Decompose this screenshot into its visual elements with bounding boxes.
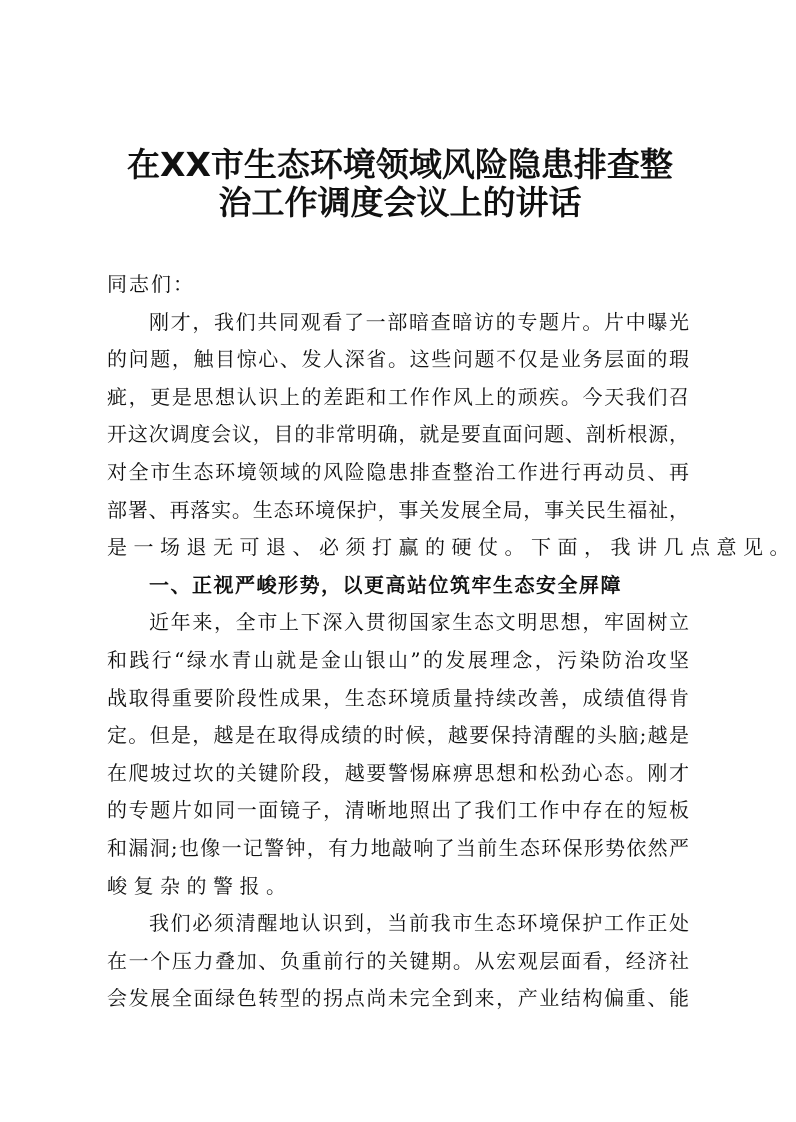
- paragraph-line: 刚才，我们共同观看了一部暗查暗访的专题片。片中曝光: [149, 309, 689, 334]
- paragraph-line: 和漏洞;也像一记警钟，有力地敲响了当前生态环保形势依然严: [107, 835, 689, 860]
- salutation: 同志们：: [107, 272, 195, 296]
- paragraph-line: 近年来，全市上下深入贯彻国家生态文明思想，牢固树立: [149, 610, 689, 635]
- paragraph-line: 会发展全面绿色转型的拐点尚未完全到来，产业结构偏重、能: [107, 986, 689, 1011]
- paragraph-line: 和践行“绿水青山就是金山银山”的发展理念，污染防治攻坚: [107, 647, 689, 672]
- paragraph-line: 的专题片如同一面镜子，清晰地照出了我们工作中存在的短板: [107, 798, 689, 823]
- section-heading: 一、正视严峻形势，以更高站位筑牢生态安全屏障: [149, 572, 622, 597]
- paragraph-line: 是一场退无可退、必须打赢的硬仗。下面，我讲几点意见。: [107, 535, 796, 560]
- paragraph-line: 战取得重要阶段性成果，生态环境质量持续改善，成绩值得肯: [107, 685, 689, 710]
- document-title: [100, 146, 700, 222]
- paragraph-line: 我们必须清醒地认识到，当前我市生态环境保护工作正处: [149, 911, 689, 936]
- document-body: [107, 266, 796, 1018]
- paragraph-line: 的问题，触目惊心、发人深省。这些问题不仅是业务层面的瑕: [107, 347, 689, 372]
- paragraph-line: 部署、再落实。生态环境保护，事关发展全局，事关民生福祉，: [107, 497, 689, 522]
- title-line: 治工作调度会议上的讲话: [218, 183, 582, 222]
- title-line: 在XX市生态环境领域风险隐患排查整: [127, 145, 673, 184]
- paragraph-line: 在一个压力叠加、负重前行的关键期。从宏观层面看，经济社: [107, 948, 689, 973]
- paragraph-line: 峻复杂的警报。: [107, 873, 293, 898]
- paragraph-line: 疵，更是思想认识上的差距和工作作风上的顽疾。今天我们召: [107, 384, 689, 409]
- paragraph-line: 在爬坡过坎的关键阶段，越要警惕麻痹思想和松劲心态。刚才: [107, 760, 689, 785]
- paragraph-line: 定。但是，越是在取得成绩的时候，越要保持清醒的头脑;越是: [107, 723, 689, 748]
- paragraph-line: 开这次调度会议，目的非常明确，就是要直面问题、剖析根源，: [107, 422, 689, 447]
- paragraph-line: 对全市生态环境领域的风险隐患排查整治工作进行再动员、再: [107, 459, 689, 484]
